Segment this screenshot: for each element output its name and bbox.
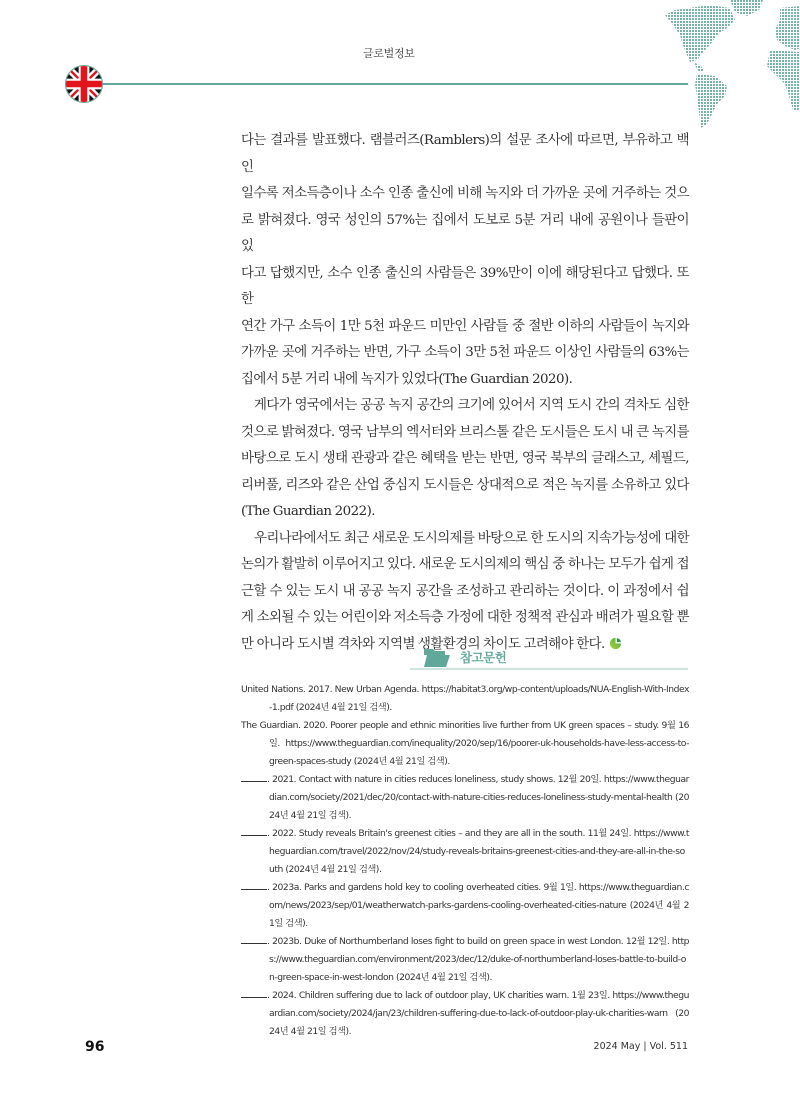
header-rule — [100, 83, 688, 85]
reference-text: 2020. Poorer people and ethnic minorities live further from UK green spaces – study. 9월 16일. https://www.theguardian.com/inequality/2020/sep/16/poorer-uk-households-have-less-access-to-green-spaces-study (2024년 4월 21일 검색). — [269, 720, 689, 767]
text-line: (The Guardian 2022). — [241, 504, 375, 519]
reference-item — [241, 879, 689, 933]
references-heading — [410, 645, 688, 669]
ditto-dash — [241, 825, 267, 836]
article-body — [241, 128, 689, 658]
united-kingdom-flag-icon — [65, 65, 103, 103]
section-label: 글로벌정보 — [363, 47, 415, 60]
text-line: 일수록 저소득층이나 소수 인종 출신에 비해 녹지와 더 가까운 곳에 거주하는 것으 — [241, 186, 689, 201]
text-line: 다고 답했지만, 소수 인종 출신의 사람들은 39%만이 이에 해당된다고 답했다. 또한 — [241, 265, 689, 307]
text-line: 로 밝혀졌다. 영국 성인의 57%는 집에서 도보로 5분 거리 내에 공원이나 들판이 있 — [241, 212, 689, 254]
world-map-decoration — [635, 0, 800, 130]
ditto-dash — [241, 933, 267, 944]
text-line: 만 아니라 도시별 격차와 지역별 생활환경의 차이도 고려해야 한다. — [241, 636, 605, 652]
text-line: 가까운 곳에 거주하는 반면, 가구 소득이 3만 5천 파운드 이상인 사람들의 63%는 — [241, 345, 689, 360]
reference-text: 2017. New Urban Agenda. https://habitat3.org/wp-content/uploads/NUA-English-With-Index-1.pdf (2024년 4월 21일 검색). — [269, 684, 689, 713]
paragraph-1 — [241, 128, 689, 393]
reference-item — [241, 717, 689, 771]
reference-text: . 2023b. Duke of Northumberland loses fight to build on green space in west London. 12월 12일. https://www.theguardian.com/environment/2023/dec/12/duke-of-northumberland-loses-battle-to-build-on-green-space-in-west-london (2024년 4월 21일 검색). — [267, 936, 689, 983]
reference-item — [241, 933, 689, 987]
reference-text: . 2021. Contact with nature in cities reduces loneliness, study shows. 12월 20일. https://www.theguardian.com/society/2021/dec/20/contact-with-nature-cities-reduces-loneliness-study-mental-health (2024년 4월 21일 검색). — [267, 774, 689, 821]
text-line: 우리나라에서도 최근 새로운 도시의제를 바탕으로 한 도시의 지속가능성에 대한 — [254, 530, 689, 546]
reference-list — [241, 681, 689, 1041]
text-line: 게 소외될 수 있는 어린이와 저소득층 가정에 대한 정책적 관심과 배려가 필요할 뿐 — [241, 610, 689, 625]
paragraph-3 — [241, 526, 689, 659]
reference-text: . 2022. Study reveals Britain's greenest cities – and they are all in the south. 11월 24일. https://www.theguardian.com/travel/2022/nov/24/study-reveals-britains-greenest-cities-and-they-are-all-in-the-south (2024년 4월 21일 검색). — [267, 828, 689, 875]
reference-item — [241, 681, 689, 717]
text-line: 근할 수 있는 도시 내 공공 녹지 공간을 조성하고 관리하는 것이다. 이 과정에서 쉽 — [241, 583, 689, 599]
text-line: 바탕으로 도시 생태 관광과 같은 혜택을 받는 반면, 영국 북부의 글래스고, 셰필드, — [241, 451, 689, 466]
ditto-dash — [241, 771, 267, 782]
references-rule — [410, 668, 688, 670]
reference-item — [241, 825, 689, 879]
text-line: 것으로 밝혀졌다. 영국 남부의 엑서터와 브리스톨 같은 도시들은 도시 내 큰 녹지를 — [241, 424, 689, 440]
reference-item — [241, 771, 689, 825]
text-line: 연간 가구 소득이 1만 5천 파운드 미만인 사람들 중 절반 이하의 사람들이 녹지와 — [241, 318, 689, 334]
reference-author: The Guardian. — [241, 720, 301, 731]
paragraph-2 — [241, 393, 689, 526]
reference-item — [241, 987, 689, 1041]
reference-text: . 2024. Children suffering due to lack of outdoor play, UK charities warn. 1월 23일. https://www.theguardian.com/society/2024/jan/23/children-suffering-due-to-lack-of-outdoor-play-uk-charities-warn (2024년 4월 21일 검색). — [267, 990, 689, 1037]
ditto-dash — [241, 987, 267, 998]
issue-info: 2024 May | Vol. 511 — [593, 1041, 688, 1052]
reference-text: . 2023a. Parks and gardens hold key to cooling overheated cities. 9월 1일. https://www.theguardian.com/news/2023/sep/01/weatherwatch-parks-gardens-cooling-overheated-cities-nature (2024년 4월 21일 검색). — [267, 882, 689, 929]
page-number: 96 — [85, 1039, 105, 1055]
reference-author: United Nations. — [241, 684, 306, 695]
text-line: 다는 결과를 발표했다. 램블러즈(Ramblers)의 설문 조사에 따르면, 부유하고 백인 — [241, 133, 689, 175]
text-line: 리버풀, 리즈와 같은 산업 중심지 도시들은 상대적으로 적은 녹지를 소유하고 있다 — [241, 477, 689, 493]
folder-icon — [423, 648, 451, 668]
text-line: 게다가 영국에서는 공공 녹지 공간의 크기에 있어서 지역 도시 간의 격차도 심한 — [254, 398, 689, 413]
text-line: 집에서 5분 거리 내에 녹지가 있었다(The Guardian 2020). — [241, 371, 573, 387]
references-title: 참고문헌 — [460, 650, 507, 665]
ditto-dash — [241, 879, 267, 890]
text-line: 논의가 활발히 이루어지고 있다. 새로운 도시의제의 핵심 중 하나는 모두가 쉽게 접 — [241, 557, 689, 572]
